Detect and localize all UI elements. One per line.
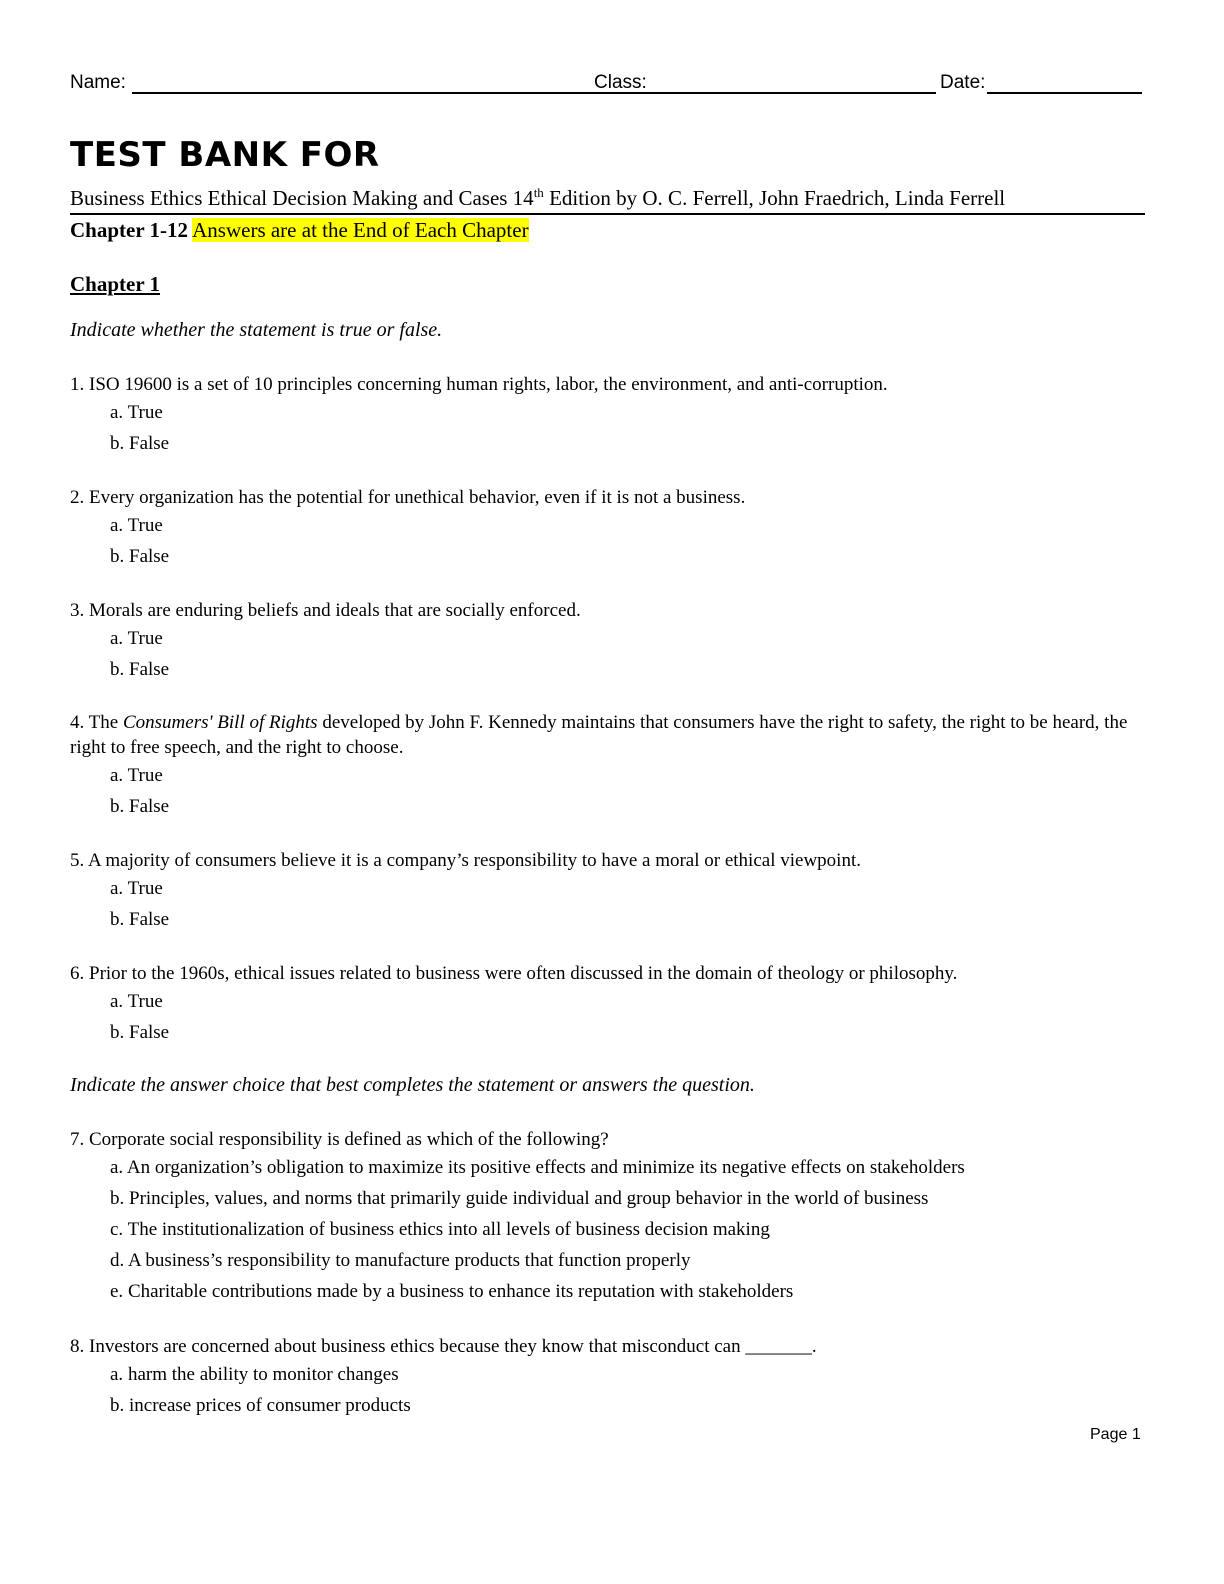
subtitle-superscript: th [533,185,544,200]
option-b[interactable]: b. False [110,1022,170,1043]
option-b[interactable]: b. False [110,546,170,567]
subtitle-divider [70,213,1145,215]
question-text-suffix: developed by John F. Kennedy maintains that consumers have the right to safety, the right to be heard, the right to free speech, and the right to choose. [70,712,1128,758]
question-8 [70,1334,1150,1421]
chapter-heading: Chapter 1 [70,272,161,296]
option-b[interactable]: b. increase prices of consumer products [110,1395,411,1416]
answers-note-highlight: Answers are at the End of Each Chapter [192,218,529,242]
question-4 [70,710,1150,822]
option-b[interactable]: b. False [110,909,170,930]
name-field-line[interactable] [132,92,657,94]
question-1 [70,372,1150,459]
question-text: Corporate social responsibility is defined as which of the following? [89,1129,609,1150]
question-2 [70,485,1150,572]
subtitle-authors: Edition by O. C. Ferrell, John Fraedrich, Linda Ferrell [543,186,1006,210]
question-number: 6. [70,963,85,984]
student-info-header [70,70,1142,96]
question-number: 4. [70,712,85,733]
question-number: 5. [70,850,85,871]
option-a[interactable]: a. An organization’s obligation to maximize its positive effects and minimize its negative effects on stakeholders [110,1157,965,1178]
question-text: Investors are concerned about business ethics because they know that misconduct can _______. [89,1336,817,1357]
question-number: 3. [70,600,85,621]
option-a[interactable]: a. harm the ability to monitor changes [110,1364,399,1385]
option-e[interactable]: e. Charitable contributions made by a business to enhance its reputation with stakeholders [110,1281,794,1302]
question-text: Morals are enduring beliefs and ideals that are socially enforced. [89,600,581,621]
question-number: 8. [70,1336,85,1357]
subtitle-main: Business Ethics Ethical Decision Making and Cases 14 [70,186,534,210]
question-7 [70,1127,1150,1307]
option-a[interactable]: a. True [110,515,163,536]
option-c[interactable]: c. The institutionalization of business ethics into all levels of business decision making [110,1219,770,1240]
option-a[interactable]: a. True [110,628,163,649]
class-field-line[interactable] [650,92,936,94]
question-text: Prior to the 1960s, ethical issues related to business were often discussed in the domain of theology or philosophy. [89,963,958,984]
option-d[interactable]: d. A business’s responsibility to manufacture products that function properly [110,1250,691,1271]
option-b[interactable]: b. False [110,796,170,817]
chapter-range-label: Chapter 1-12 [70,218,189,242]
date-label: Date: [940,72,986,93]
class-label: Class: [594,72,647,93]
option-a[interactable]: a. True [110,402,163,423]
option-a[interactable]: a. True [110,878,163,899]
option-b[interactable]: b. Principles, values, and norms that primarily guide individual and group behavior in the world of business [110,1188,929,1209]
document-title: TEST BANK FOR [70,135,380,175]
name-label: Name: [70,72,126,93]
question-text: Every organization has the potential for unethical behavior, even if it is not a business. [89,487,746,508]
option-a[interactable]: a. True [110,991,163,1012]
question-6 [70,961,1150,1048]
question-5 [70,848,1150,935]
book-subtitle [70,186,1005,211]
page-number: Page 1 [1090,1426,1141,1443]
question-text-prefix: The [88,712,119,733]
question-text-italic: Consumers' Bill of Rights [122,712,318,733]
true-false-instructions: Indicate whether the statement is true or false. [70,319,443,341]
option-b[interactable]: b. False [110,659,170,680]
question-number: 1. [70,374,85,395]
question-text: A majority of consumers believe it is a company’s responsibility to have a moral or ethical viewpoint. [87,850,861,871]
chapter-range-line [70,218,529,243]
question-text: ISO 19600 is a set of 10 principles concerning human rights, labor, the environment, and anti-corruption. [89,374,888,395]
question-3 [70,598,1150,685]
question-number: 7. [70,1129,85,1150]
multiple-choice-instructions: Indicate the answer choice that best completes the statement or answers the question. [70,1074,755,1096]
option-b[interactable]: b. False [110,433,170,454]
option-a[interactable]: a. True [110,765,163,786]
date-field-line[interactable] [987,92,1142,94]
question-number: 2. [70,487,85,508]
